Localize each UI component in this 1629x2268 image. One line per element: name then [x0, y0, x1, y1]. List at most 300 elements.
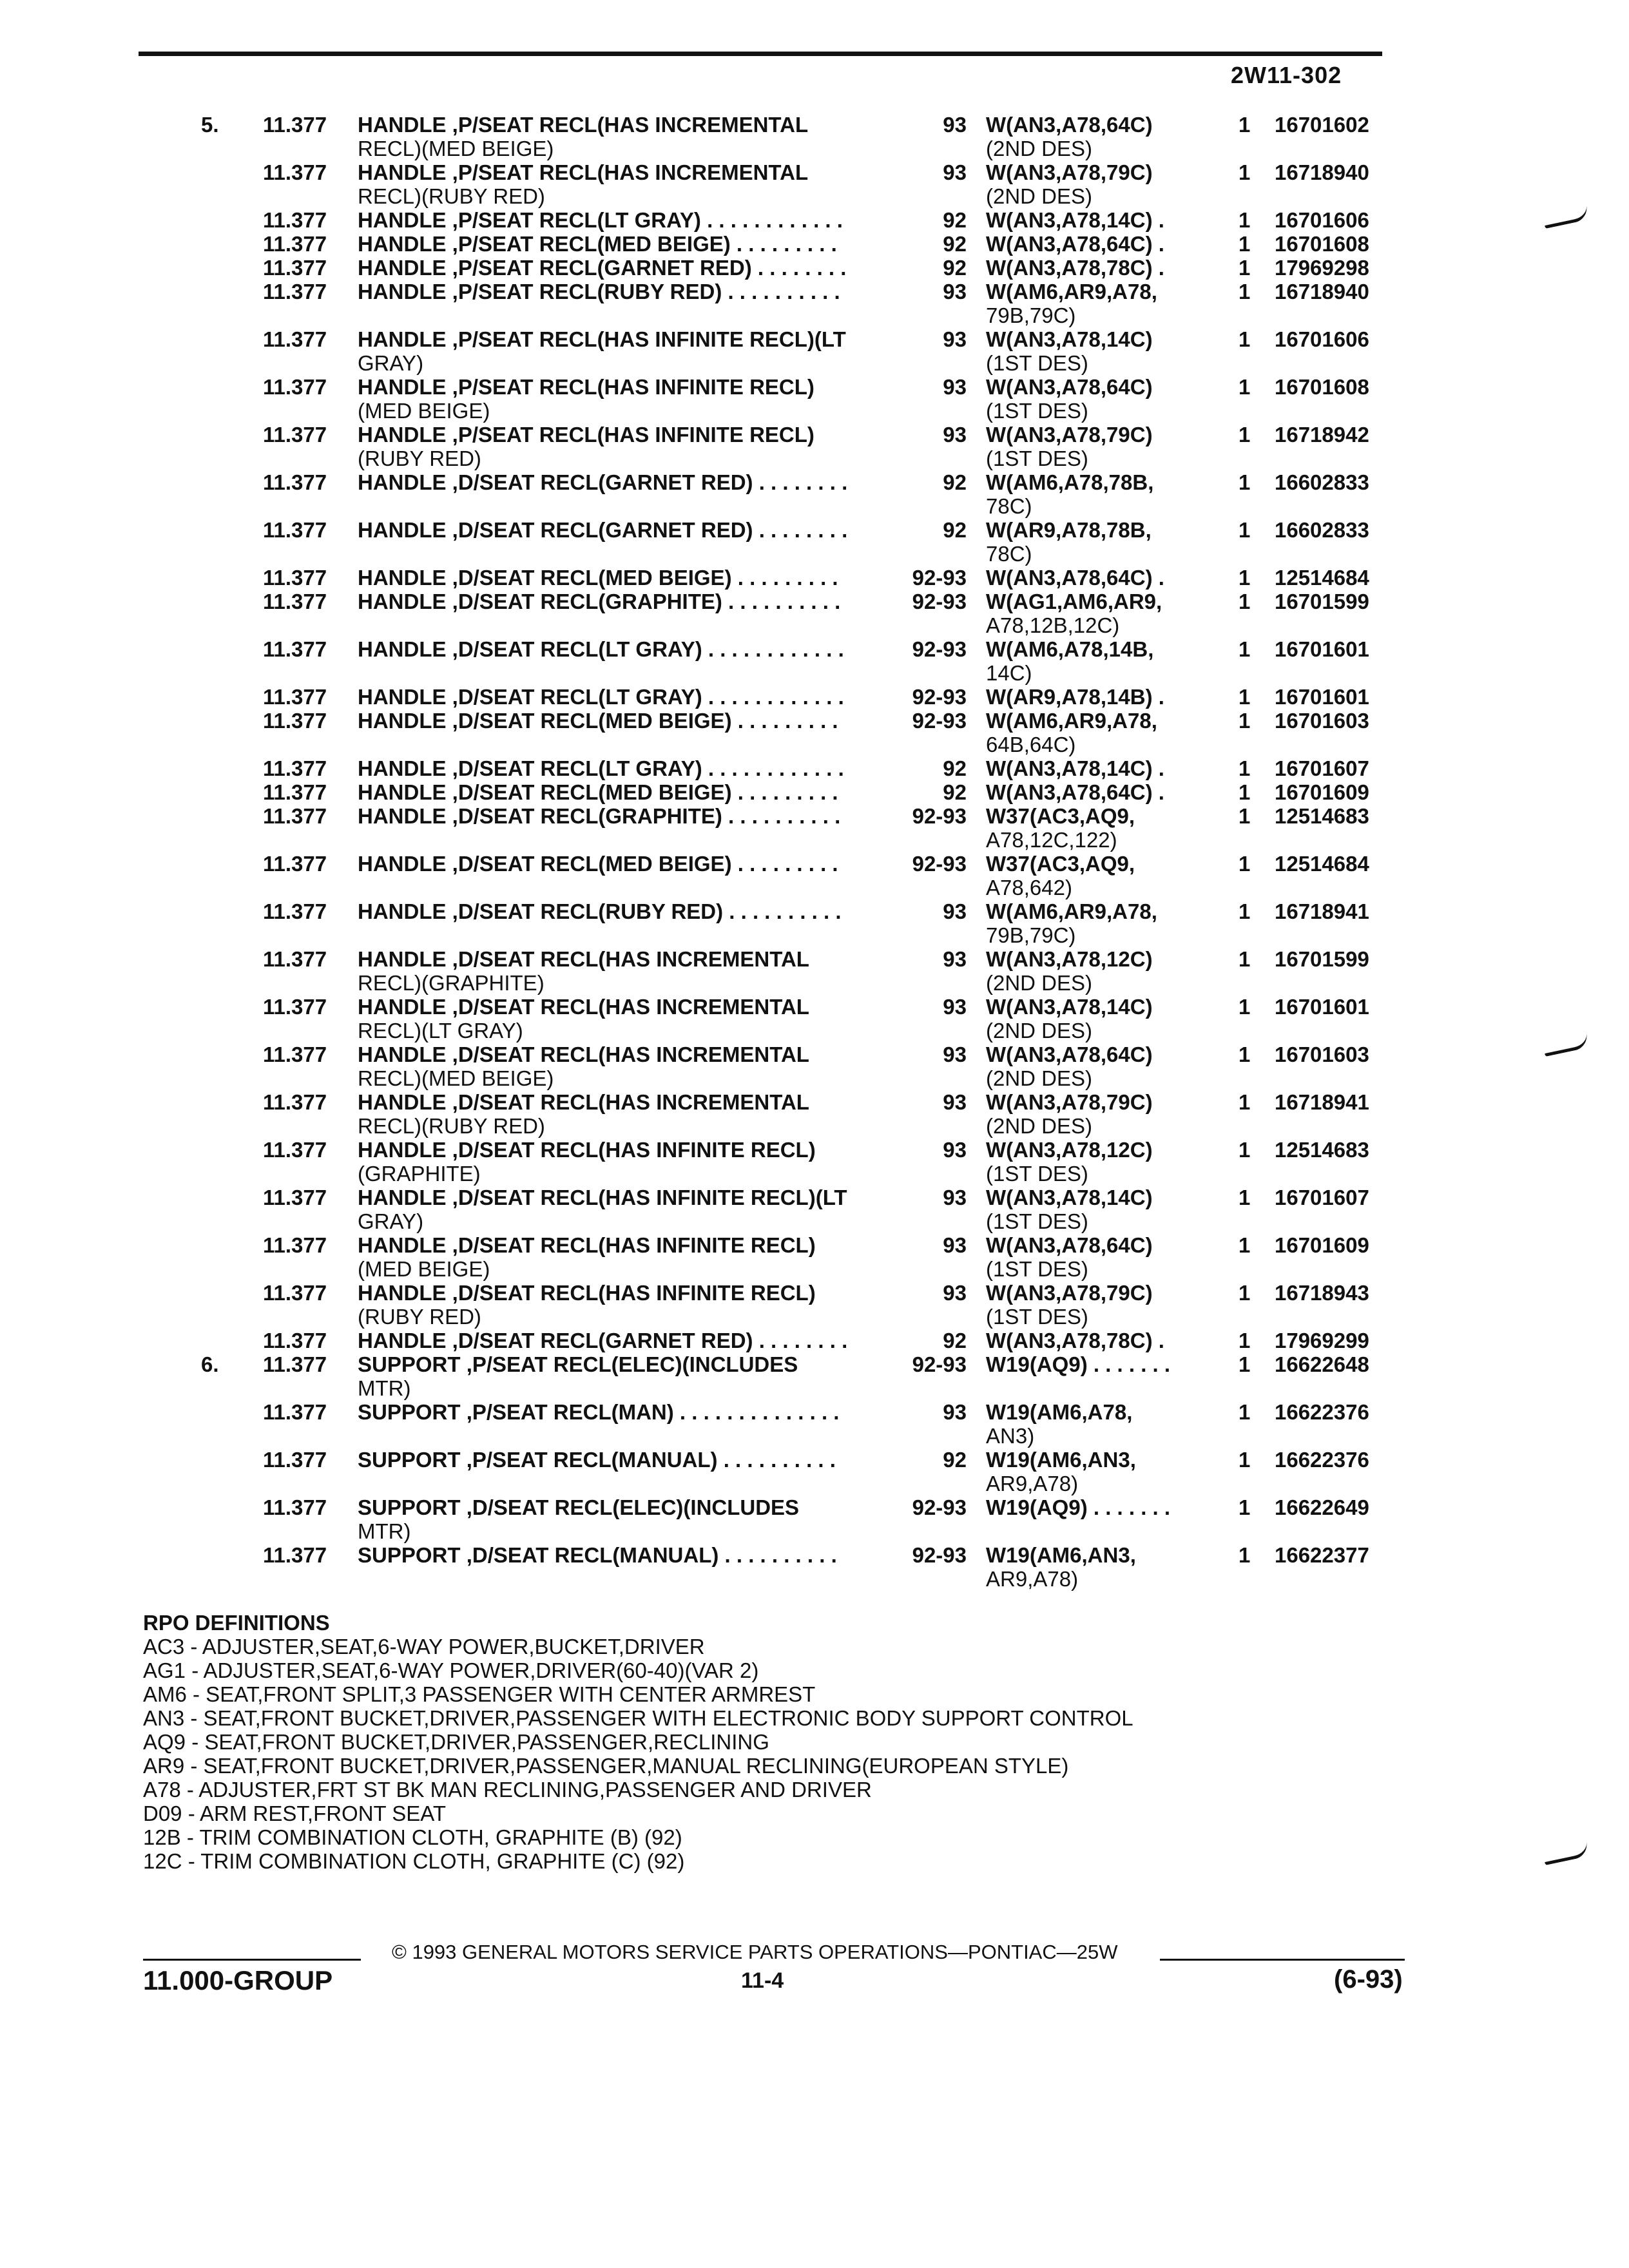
usage-code: W(AR9,A78,14B) . [986, 685, 1164, 709]
usage-code: W(AN3,A78,64C) . [986, 232, 1164, 256]
part-number: 16622376 [1275, 1400, 1369, 1424]
description: HANDLE ,D/SEAT RECL(GRAPHITE) . . . . . . . . . . [358, 804, 841, 828]
description: SUPPORT ,P/SEAT RECL(ELEC)(INCLUDES [358, 1352, 798, 1376]
model-year: 92 [943, 1448, 967, 1472]
rpo-title: RPO DEFINITIONS [143, 1611, 330, 1635]
parts-row [0, 256, 1629, 280]
part-number: 16602833 [1275, 470, 1369, 494]
quantity: 1 [1239, 1233, 1251, 1257]
usage-code: W(AM6,AR9,A78, [986, 709, 1157, 733]
part-number: 16701599 [1275, 947, 1369, 971]
parts-row [0, 1233, 1629, 1281]
model-year: 93 [943, 1138, 967, 1162]
group-number: 11.377 [263, 685, 327, 709]
usage-code: W(AR9,A78,78B, [986, 518, 1152, 542]
group-number: 11.377 [263, 852, 327, 876]
parts-row [0, 685, 1629, 709]
parts-row [0, 1400, 1629, 1448]
quantity: 1 [1239, 327, 1251, 351]
quantity: 1 [1239, 232, 1251, 256]
group-number: 11.377 [263, 1400, 327, 1424]
group-number: 11.377 [263, 709, 327, 733]
description-continued: (MED BEIGE) [358, 1257, 490, 1281]
parts-row [0, 470, 1629, 518]
usage-code: W19(AQ9) . . . . . . . [986, 1352, 1171, 1376]
usage-code: W(AM6,A78,78B, [986, 470, 1154, 494]
rpo-item: AC3 - ADJUSTER,SEAT,6-WAY POWER,BUCKET,DRIVER [143, 1635, 705, 1658]
usage-code: W(AN3,A78,79C) [986, 423, 1153, 447]
group-number: 11.377 [263, 1543, 327, 1567]
model-year: 92-93 [912, 1543, 967, 1567]
usage-code: W(AN3,A78,79C) [986, 160, 1153, 184]
description-continued: (RUBY RED) [358, 447, 481, 470]
ref-number: 5. [201, 113, 219, 137]
description: HANDLE ,D/SEAT RECL(LT GRAY) . . . . . . . . . . . . [358, 637, 844, 661]
rpo-item: AN3 - SEAT,FRONT BUCKET,DRIVER,PASSENGER WITH ELECTRONIC BODY SUPPORT CONTROL [143, 1706, 1133, 1730]
parts-row [0, 590, 1629, 637]
usage-code-continued: (1ST DES) [986, 351, 1088, 375]
group-number: 11.377 [263, 637, 327, 661]
model-year: 93 [943, 995, 967, 1019]
model-year: 92 [943, 756, 967, 780]
usage-code: W(AN3,A78,14C) [986, 1186, 1153, 1209]
usage-code-continued: (2ND DES) [986, 184, 1093, 208]
quantity: 1 [1239, 1495, 1251, 1519]
model-year: 93 [943, 113, 967, 137]
usage-code: W(AN3,A78,64C) . [986, 780, 1164, 804]
usage-code-continued: (1ST DES) [986, 447, 1088, 470]
parts-row [0, 1329, 1629, 1352]
parts-row [0, 327, 1629, 375]
description: HANDLE ,D/SEAT RECL(HAS INFINITE RECL)(LT [358, 1186, 847, 1209]
quantity: 1 [1239, 423, 1251, 447]
part-number: 16701608 [1275, 232, 1369, 256]
part-number: 16718941 [1275, 899, 1369, 923]
usage-code: W37(AC3,AQ9, [986, 804, 1135, 828]
footer-date: (6-93) [1334, 1965, 1403, 1994]
quantity: 1 [1239, 995, 1251, 1019]
usage-code: W(AN3,A78,14C) . [986, 756, 1164, 780]
usage-code-continued: (1ST DES) [986, 1209, 1088, 1233]
model-year: 92-93 [912, 1495, 967, 1519]
model-year: 92 [943, 1329, 967, 1352]
parts-row [0, 375, 1629, 423]
description: HANDLE ,D/SEAT RECL(GARNET RED) . . . . . . . . [358, 1329, 848, 1352]
description: HANDLE ,D/SEAT RECL(MED BEIGE) . . . . . . . . . [358, 780, 838, 804]
description: HANDLE ,D/SEAT RECL(HAS INCREMENTAL [358, 1043, 809, 1066]
quantity: 1 [1239, 1329, 1251, 1352]
parts-row [0, 1543, 1629, 1591]
model-year: 93 [943, 1281, 967, 1305]
part-number: 16622376 [1275, 1448, 1369, 1472]
part-number: 16718940 [1275, 280, 1369, 303]
model-year: 92-93 [912, 852, 967, 876]
description: HANDLE ,P/SEAT RECL(HAS INCREMENTAL [358, 160, 809, 184]
description-continued: (GRAPHITE) [358, 1162, 481, 1186]
part-number: 17969298 [1275, 256, 1369, 280]
quantity: 1 [1239, 375, 1251, 399]
quantity: 1 [1239, 1043, 1251, 1066]
parts-row [0, 232, 1629, 256]
description: HANDLE ,D/SEAT RECL(MED BEIGE) . . . . . . . . . [358, 709, 838, 733]
usage-code: W(AN3,A78,12C) [986, 1138, 1153, 1162]
description: HANDLE ,P/SEAT RECL(HAS INFINITE RECL) [358, 423, 815, 447]
model-year: 92 [943, 518, 967, 542]
usage-code-continued: 79B,79C) [986, 923, 1076, 947]
quantity: 1 [1239, 804, 1251, 828]
group-number: 11.377 [263, 423, 327, 447]
quantity: 1 [1239, 590, 1251, 613]
description: HANDLE ,P/SEAT RECL(GARNET RED) . . . . . . . . [358, 256, 847, 280]
quantity: 1 [1239, 947, 1251, 971]
model-year: 92-93 [912, 590, 967, 613]
part-number: 16701607 [1275, 756, 1369, 780]
usage-code-continued: (2ND DES) [986, 971, 1093, 995]
usage-code-continued: (2ND DES) [986, 1114, 1093, 1138]
parts-row [0, 947, 1629, 995]
quantity: 1 [1239, 1543, 1251, 1567]
description: HANDLE ,D/SEAT RECL(LT GRAY) . . . . . . . . . . . . [358, 685, 844, 709]
group-number: 11.377 [263, 113, 327, 137]
part-number: 16622649 [1275, 1495, 1369, 1519]
usage-code: W(AN3,A78,64C) [986, 113, 1153, 137]
parts-row [0, 1043, 1629, 1090]
description-continued: (MED BEIGE) [358, 399, 490, 423]
rpo-item: AR9 - SEAT,FRONT BUCKET,DRIVER,PASSENGER,MANUAL RECLINING(EUROPEAN STYLE) [143, 1754, 1069, 1778]
quantity: 1 [1239, 113, 1251, 137]
quantity: 1 [1239, 780, 1251, 804]
model-year: 92 [943, 470, 967, 494]
footer-group: 11.000-GROUP [143, 1965, 333, 1995]
group-number: 11.377 [263, 1090, 327, 1114]
quantity: 1 [1239, 852, 1251, 876]
description: HANDLE ,D/SEAT RECL(MED BEIGE) . . . . . . . . . [358, 566, 838, 590]
part-number: 16701601 [1275, 637, 1369, 661]
rpo-item: AM6 - SEAT,FRONT SPLIT,3 PASSENGER WITH CENTER ARMREST [143, 1682, 816, 1706]
description: HANDLE ,P/SEAT RECL(HAS INFINITE RECL) [358, 375, 815, 399]
usage-code-continued: AN3) [986, 1424, 1035, 1448]
parts-row [0, 1281, 1629, 1329]
part-number: 16602833 [1275, 518, 1369, 542]
description: HANDLE ,D/SEAT RECL(HAS INCREMENTAL [358, 995, 809, 1019]
parts-row [0, 160, 1629, 208]
description: HANDLE ,P/SEAT RECL(HAS INFINITE RECL)(LT [358, 327, 846, 351]
group-number: 11.377 [263, 375, 327, 399]
group-number: 11.377 [263, 566, 327, 590]
part-number: 16701603 [1275, 709, 1369, 733]
description: HANDLE ,D/SEAT RECL(GARNET RED) . . . . . . . . [358, 518, 848, 542]
group-number: 11.377 [263, 804, 327, 828]
model-year: 93 [943, 1186, 967, 1209]
usage-code-continued: A78,642) [986, 876, 1072, 899]
description-continued: GRAY) [358, 351, 424, 375]
usage-code-continued: (2ND DES) [986, 1066, 1093, 1090]
footer-copyright: © 1993 GENERAL MOTORS SERVICE PARTS OPERATIONS—PONTIAC—25W [392, 1941, 1118, 1963]
parts-row [0, 756, 1629, 780]
description-continued: MTR) [358, 1376, 411, 1400]
usage-code: W(AN3,A78,12C) [986, 947, 1153, 971]
model-year: 92 [943, 256, 967, 280]
description-continued: RECL)(RUBY RED) [358, 184, 545, 208]
rpo-items [143, 1635, 1133, 1873]
usage-code: W19(AQ9) . . . . . . . [986, 1495, 1171, 1519]
description: HANDLE ,D/SEAT RECL(LT GRAY) . . . . . . . . . . . . [358, 756, 844, 780]
description: HANDLE ,P/SEAT RECL(MED BEIGE) . . . . . . . . . [358, 232, 837, 256]
quantity: 1 [1239, 1281, 1251, 1305]
parts-row [0, 780, 1629, 804]
usage-code: W(AM6,A78,14B, [986, 637, 1154, 661]
part-number: 16701609 [1275, 1233, 1369, 1257]
part-number: 16622377 [1275, 1543, 1369, 1567]
quantity: 1 [1239, 160, 1251, 184]
part-number: 16701599 [1275, 590, 1369, 613]
rpo-item: 12C - TRIM COMBINATION CLOTH, GRAPHITE (C) (92) [143, 1849, 685, 1873]
part-number: 16718941 [1275, 1090, 1369, 1114]
group-number: 11.377 [263, 518, 327, 542]
usage-code: W(AN3,A78,14C) [986, 327, 1153, 351]
quantity: 1 [1239, 1138, 1251, 1162]
page-code: 2W11-302 [1231, 62, 1342, 88]
model-year: 92-93 [912, 804, 967, 828]
description: HANDLE ,D/SEAT RECL(GARNET RED) . . . . . . . . [358, 470, 848, 494]
part-number: 12514684 [1275, 852, 1369, 876]
usage-code: W19(AM6,AN3, [986, 1543, 1136, 1567]
part-number: 16701606 [1275, 208, 1369, 232]
part-number: 12514683 [1275, 1138, 1369, 1162]
description: SUPPORT ,P/SEAT RECL(MAN) . . . . . . . . . . . . . . [358, 1400, 840, 1424]
usage-code: W(AG1,AM6,AR9, [986, 590, 1162, 613]
ref-number: 6. [201, 1352, 219, 1376]
part-number: 16701601 [1275, 995, 1369, 1019]
usage-code: W37(AC3,AQ9, [986, 852, 1135, 876]
model-year: 92-93 [912, 566, 967, 590]
usage-code: W19(AM6,A78, [986, 1400, 1133, 1424]
model-year: 92-93 [912, 637, 967, 661]
part-number: 16701601 [1275, 685, 1369, 709]
parts-row [0, 995, 1629, 1043]
rpo-item: A78 - ADJUSTER,FRT ST BK MAN RECLINING,PASSENGER AND DRIVER [143, 1778, 872, 1802]
usage-code: W(AN3,A78,78C) . [986, 1329, 1164, 1352]
description: HANDLE ,D/SEAT RECL(HAS INCREMENTAL [358, 947, 809, 971]
quantity: 1 [1239, 637, 1251, 661]
part-number: 16718940 [1275, 160, 1369, 184]
parts-row [0, 518, 1629, 566]
model-year: 93 [943, 1043, 967, 1066]
usage-code-continued: 79B,79C) [986, 303, 1076, 327]
parts-row [0, 637, 1629, 685]
group-number: 11.377 [263, 1281, 327, 1305]
footer-rule-left [143, 1959, 361, 1961]
description-continued: RECL)(GRAPHITE) [358, 971, 545, 995]
description-continued: RECL)(RUBY RED) [358, 1114, 545, 1138]
group-number: 11.377 [263, 1138, 327, 1162]
usage-code: W(AN3,A78,64C) [986, 1043, 1153, 1066]
parts-row [0, 113, 1629, 160]
quantity: 1 [1239, 256, 1251, 280]
usage-code-continued: AR9,A78) [986, 1567, 1079, 1591]
quantity: 1 [1239, 1186, 1251, 1209]
parts-row [0, 423, 1629, 470]
usage-code-continued: (2ND DES) [986, 1019, 1093, 1043]
quantity: 1 [1239, 1400, 1251, 1424]
usage-code-continued: (1ST DES) [986, 1305, 1088, 1329]
description: HANDLE ,D/SEAT RECL(HAS INCREMENTAL [358, 1090, 809, 1114]
group-number: 11.377 [263, 160, 327, 184]
model-year: 92-93 [912, 685, 967, 709]
model-year: 93 [943, 1233, 967, 1257]
quantity: 1 [1239, 709, 1251, 733]
parts-row [0, 1138, 1629, 1186]
rpo-definitions [143, 1611, 1133, 1873]
rpo-item: AG1 - ADJUSTER,SEAT,6-WAY POWER,DRIVER(60-40)(VAR 2) [143, 1658, 759, 1682]
quantity: 1 [1239, 208, 1251, 232]
group-number: 11.377 [263, 1352, 327, 1376]
group-number: 11.377 [263, 208, 327, 232]
parts-row [0, 208, 1629, 232]
footer-page-number: 11-4 [741, 1968, 784, 1993]
usage-code: W(AN3,A78,14C) . [986, 208, 1164, 232]
parts-row [0, 899, 1629, 947]
group-number: 11.377 [263, 590, 327, 613]
group-number: 11.377 [263, 899, 327, 923]
group-number: 11.377 [263, 1448, 327, 1472]
group-number: 11.377 [263, 947, 327, 971]
part-number: 16701606 [1275, 327, 1369, 351]
rpo-item: AQ9 - SEAT,FRONT BUCKET,DRIVER,PASSENGER,RECLINING [143, 1730, 769, 1754]
usage-code-continued: (1ST DES) [986, 1257, 1088, 1281]
description-continued: RECL)(MED BEIGE) [358, 137, 554, 160]
description-continued: MTR) [358, 1519, 411, 1543]
usage-code: W(AN3,A78,64C) . [986, 566, 1164, 590]
description: HANDLE ,D/SEAT RECL(HAS INFINITE RECL) [358, 1281, 816, 1305]
parts-row [0, 709, 1629, 756]
quantity: 1 [1239, 899, 1251, 923]
description-continued: GRAY) [358, 1209, 424, 1233]
quantity: 1 [1239, 518, 1251, 542]
usage-code-continued: A78,12C,122) [986, 828, 1117, 852]
description: HANDLE ,P/SEAT RECL(HAS INCREMENTAL [358, 113, 809, 137]
group-number: 11.377 [263, 780, 327, 804]
group-number: 11.377 [263, 995, 327, 1019]
group-number: 11.377 [263, 1329, 327, 1352]
parts-row [0, 852, 1629, 899]
model-year: 92 [943, 208, 967, 232]
usage-code-continued: 64B,64C) [986, 733, 1076, 756]
part-number: 16701608 [1275, 375, 1369, 399]
usage-code-continued: 78C) [986, 494, 1032, 518]
parts-row [0, 1186, 1629, 1233]
part-number: 12514684 [1275, 566, 1369, 590]
part-number: 16701603 [1275, 1043, 1369, 1066]
part-number: 12514683 [1275, 804, 1369, 828]
model-year: 93 [943, 899, 967, 923]
group-number: 11.377 [263, 756, 327, 780]
margin-pen-mark [1542, 1841, 1589, 1865]
quantity: 1 [1239, 685, 1251, 709]
group-number: 11.377 [263, 1043, 327, 1066]
usage-code: W(AN3,A78,78C) . [986, 256, 1164, 280]
model-year: 92 [943, 780, 967, 804]
parts-row [0, 1495, 1629, 1543]
group-number: 11.377 [263, 327, 327, 351]
description-continued: RECL)(LT GRAY) [358, 1019, 523, 1043]
rpo-item: 12B - TRIM COMBINATION CLOTH, GRAPHITE (B) (92) [143, 1825, 682, 1849]
part-number: 16701607 [1275, 1186, 1369, 1209]
part-number: 16718942 [1275, 423, 1369, 447]
description: HANDLE ,D/SEAT RECL(HAS INFINITE RECL) [358, 1138, 816, 1162]
group-number: 11.377 [263, 232, 327, 256]
model-year: 92-93 [912, 709, 967, 733]
usage-code: W(AN3,A78,64C) [986, 1233, 1153, 1257]
description-continued: (RUBY RED) [358, 1305, 481, 1329]
description: HANDLE ,P/SEAT RECL(RUBY RED) . . . . . . . . . . [358, 280, 840, 303]
description: HANDLE ,P/SEAT RECL(LT GRAY) . . . . . . . . . . . . [358, 208, 843, 232]
quantity: 1 [1239, 1352, 1251, 1376]
quantity: 1 [1239, 1448, 1251, 1472]
model-year: 93 [943, 1400, 967, 1424]
usage-code-continued: (1ST DES) [986, 1162, 1088, 1186]
usage-code: W(AM6,AR9,A78, [986, 899, 1157, 923]
model-year: 93 [943, 327, 967, 351]
quantity: 1 [1239, 280, 1251, 303]
model-year: 93 [943, 1090, 967, 1114]
usage-code-continued: A78,12B,12C) [986, 613, 1120, 637]
quantity: 1 [1239, 1090, 1251, 1114]
parts-row [0, 1090, 1629, 1138]
parts-row [0, 566, 1629, 590]
group-number: 11.377 [263, 280, 327, 303]
part-number: 17969299 [1275, 1329, 1369, 1352]
model-year: 92 [943, 232, 967, 256]
part-number: 16622648 [1275, 1352, 1369, 1376]
usage-code-continued: 78C) [986, 542, 1032, 566]
group-number: 11.377 [263, 1495, 327, 1519]
parts-row [0, 804, 1629, 852]
usage-code-continued: 14C) [986, 661, 1032, 685]
parts-row [0, 1448, 1629, 1495]
usage-code: W(AN3,A78,79C) [986, 1281, 1153, 1305]
quantity: 1 [1239, 470, 1251, 494]
usage-code: W19(AM6,AN3, [986, 1448, 1136, 1472]
description: HANDLE ,D/SEAT RECL(RUBY RED) . . . . . . . . . . [358, 899, 842, 923]
usage-code: W(AN3,A78,64C) [986, 375, 1153, 399]
group-number: 11.377 [263, 1233, 327, 1257]
quantity: 1 [1239, 756, 1251, 780]
usage-code: W(AM6,AR9,A78, [986, 280, 1157, 303]
description: HANDLE ,D/SEAT RECL(HAS INFINITE RECL) [358, 1233, 816, 1257]
group-number: 11.377 [263, 1186, 327, 1209]
group-number: 11.377 [263, 256, 327, 280]
parts-row [0, 1352, 1629, 1400]
description: SUPPORT ,D/SEAT RECL(ELEC)(INCLUDES [358, 1495, 800, 1519]
usage-code-continued: (1ST DES) [986, 399, 1088, 423]
model-year: 92-93 [912, 1352, 967, 1376]
description: HANDLE ,D/SEAT RECL(MED BEIGE) . . . . . . . . . [358, 852, 838, 876]
model-year: 93 [943, 375, 967, 399]
usage-code: W(AN3,A78,14C) [986, 995, 1153, 1019]
top-rule [139, 52, 1382, 56]
parts-row [0, 280, 1629, 327]
usage-code-continued: AR9,A78) [986, 1472, 1079, 1495]
usage-code: W(AN3,A78,79C) [986, 1090, 1153, 1114]
quantity: 1 [1239, 566, 1251, 590]
model-year: 93 [943, 280, 967, 303]
model-year: 93 [943, 160, 967, 184]
group-number: 11.377 [263, 470, 327, 494]
description: SUPPORT ,D/SEAT RECL(MANUAL) . . . . . . . . . . [358, 1543, 837, 1567]
part-number: 16701602 [1275, 113, 1369, 137]
model-year: 93 [943, 423, 967, 447]
